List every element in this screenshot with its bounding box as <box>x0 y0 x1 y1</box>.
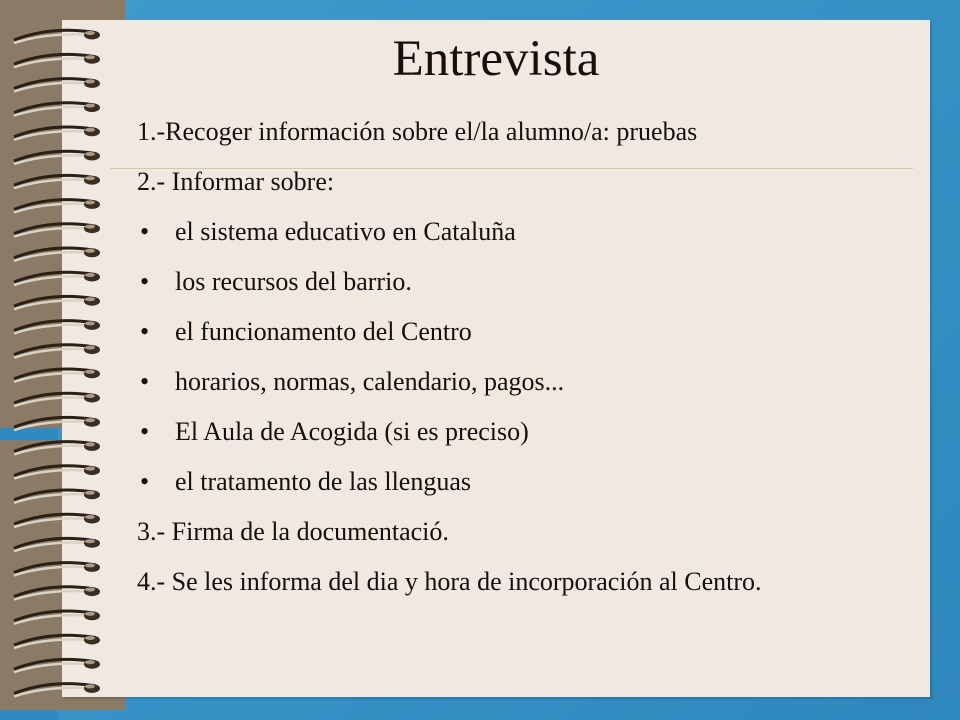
spiral-coil <box>14 369 100 382</box>
spiral-coil <box>14 611 100 624</box>
spiral-coil <box>14 442 100 455</box>
spiral-coil <box>14 659 100 672</box>
numbered-paragraph: 2.- Informar sobre: <box>137 167 335 196</box>
spiral-coil <box>14 417 100 430</box>
spiral-coil <box>14 393 100 406</box>
spiral-coil <box>14 248 100 261</box>
spiral-coil <box>14 538 100 551</box>
spiral-coil <box>14 635 100 648</box>
spiral-coil <box>14 200 100 213</box>
spiral-coil <box>14 466 100 479</box>
numbered-paragraph: 4.- Se les informa del dia y hora de incorporación al Centro. <box>137 567 762 596</box>
spiral-coil <box>14 684 100 697</box>
bullet-mark: • <box>140 217 150 246</box>
spiral-coil <box>14 514 100 527</box>
spiral-coil <box>14 103 100 116</box>
bullet-item <box>137 468 917 495</box>
spiral-coil <box>14 175 100 188</box>
bullet-text: el sistema educativo en Cataluña <box>175 217 516 246</box>
bullet-mark: • <box>140 467 150 496</box>
bullet-text: los recursos del barrio. <box>175 267 412 296</box>
slide-title: Entrevista <box>392 31 600 87</box>
bullet-text: el tratamento de las llenguas <box>175 467 472 496</box>
spiral-coil <box>14 321 100 334</box>
bullet-text: El Aula de Acogida (si es preciso) <box>175 417 529 446</box>
spiral-coil <box>14 224 100 237</box>
spiral-coil <box>14 272 100 285</box>
bullet-item <box>137 218 917 245</box>
spiral-coil <box>14 563 100 576</box>
spiral-coil <box>14 490 100 503</box>
bullet-text: el funcionamento del Centro <box>175 317 472 346</box>
bullet-mark: • <box>140 417 150 446</box>
spiral-coil <box>14 345 100 358</box>
numbered-paragraph: 1.-Recoger información sobre el/la alumno/a: pruebas <box>137 117 698 146</box>
spiral-coil <box>14 296 100 309</box>
bullet-mark: • <box>140 267 150 296</box>
spiral-coil <box>14 151 100 164</box>
slide-content <box>137 118 917 618</box>
spiral-coil <box>14 587 100 600</box>
numbered-paragraph: 3.- Firma de la documentació. <box>137 517 449 546</box>
spiral-binding-icon <box>0 0 110 720</box>
bullet-item <box>137 268 917 295</box>
bullet-item <box>137 368 917 395</box>
bullet-mark: • <box>140 317 150 346</box>
bullet-item <box>137 318 917 345</box>
spiral-coil <box>14 127 100 140</box>
bullet-text: horarios, normas, calendario, pagos... <box>175 367 565 396</box>
bullet-mark: • <box>140 367 150 396</box>
bullet-item <box>137 418 917 445</box>
